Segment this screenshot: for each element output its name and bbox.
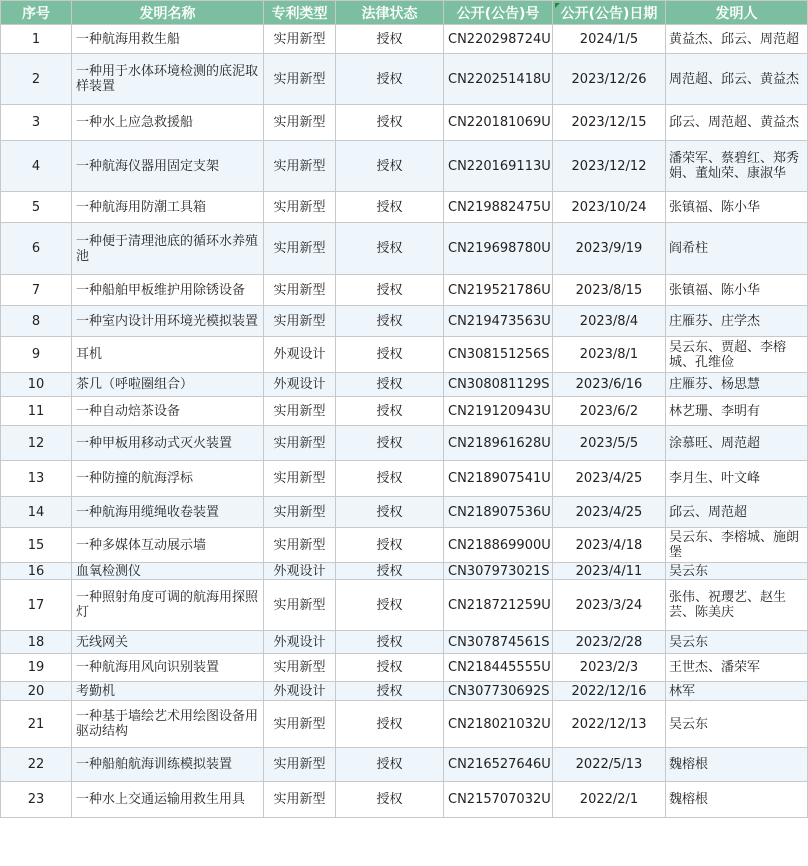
cell-type: 外观设计 <box>264 337 336 373</box>
cell-status: 授权 <box>336 497 444 528</box>
table-row <box>1 337 808 373</box>
cell-pub-no: CN219698780U <box>444 223 553 275</box>
cell-status: 授权 <box>336 426 444 461</box>
cell-status: 授权 <box>336 654 444 682</box>
cell-comment-marker-icon <box>555 3 560 8</box>
cell-no: 23 <box>1 782 72 818</box>
cell-type: 实用新型 <box>264 223 336 275</box>
cell-status: 授权 <box>336 682 444 701</box>
cell-inventors: 李月生、叶文峰 <box>666 461 808 497</box>
cell-pub-date: 2023/10/24 <box>553 192 666 223</box>
cell-inventors: 阎希柱 <box>666 223 808 275</box>
cell-no: 4 <box>1 141 72 192</box>
cell-status: 授权 <box>336 563 444 580</box>
table-row <box>1 497 808 528</box>
cell-type: 实用新型 <box>264 528 336 563</box>
table-row <box>1 701 808 748</box>
cell-status: 授权 <box>336 701 444 748</box>
cell-no: 19 <box>1 654 72 682</box>
table-body <box>1 25 808 818</box>
cell-status: 授权 <box>336 631 444 654</box>
cell-name: 一种甲板用移动式灭火装置 <box>72 426 264 461</box>
cell-name: 一种航海仪器用固定支架 <box>72 141 264 192</box>
cell-pub-no: CN219882475U <box>444 192 553 223</box>
table-row <box>1 748 808 782</box>
header-pub-date <box>553 1 666 25</box>
cell-pub-no: CN307973021S <box>444 563 553 580</box>
cell-status: 授权 <box>336 54 444 105</box>
cell-pub-no: CN215707032U <box>444 782 553 818</box>
table-row <box>1 223 808 275</box>
cell-name: 一种水上应急救援船 <box>72 105 264 141</box>
cell-inventors: 林艺珊、李明有 <box>666 397 808 426</box>
cell-no: 18 <box>1 631 72 654</box>
cell-type: 实用新型 <box>264 54 336 105</box>
cell-no: 12 <box>1 426 72 461</box>
cell-status: 授权 <box>336 25 444 54</box>
cell-status: 授权 <box>336 275 444 306</box>
cell-inventors: 潘荣军、蔡碧红、郑秀娟、董灿荣、康淑华 <box>666 141 808 192</box>
cell-name: 一种自动焙茶设备 <box>72 397 264 426</box>
cell-no: 5 <box>1 192 72 223</box>
header-no: 序号 <box>1 1 72 25</box>
cell-pub-date: 2023/9/19 <box>553 223 666 275</box>
cell-inventors: 庄雁芬、庄学杰 <box>666 306 808 337</box>
cell-pub-date: 2023/4/25 <box>553 497 666 528</box>
cell-pub-no: CN219473563U <box>444 306 553 337</box>
cell-type: 实用新型 <box>264 141 336 192</box>
cell-status: 授权 <box>336 580 444 631</box>
cell-no: 13 <box>1 461 72 497</box>
table-row <box>1 192 808 223</box>
cell-name: 一种用于水体环境检测的底泥取样装置 <box>72 54 264 105</box>
header-pub-date-label: 公开(公告)日期 <box>560 5 658 22</box>
cell-pub-no: CN308081129S <box>444 373 553 397</box>
cell-pub-date: 2023/12/12 <box>553 141 666 192</box>
cell-name: 一种防撞的航海浮标 <box>72 461 264 497</box>
header-row <box>1 1 808 25</box>
cell-name: 一种船舶航海训练模拟装置 <box>72 748 264 782</box>
cell-no: 21 <box>1 701 72 748</box>
cell-pub-no: CN216527646U <box>444 748 553 782</box>
cell-name: 一种航海用救生船 <box>72 25 264 54</box>
cell-inventors: 庄雁芬、杨思慧 <box>666 373 808 397</box>
cell-no: 22 <box>1 748 72 782</box>
cell-no: 16 <box>1 563 72 580</box>
cell-type: 实用新型 <box>264 497 336 528</box>
table-row <box>1 426 808 461</box>
cell-no: 8 <box>1 306 72 337</box>
cell-name: 一种航海用防潮工具箱 <box>72 192 264 223</box>
cell-status: 授权 <box>336 461 444 497</box>
cell-pub-date: 2024/1/5 <box>553 25 666 54</box>
cell-inventors: 魏榕根 <box>666 748 808 782</box>
cell-pub-date: 2022/5/13 <box>553 748 666 782</box>
cell-name: 一种基于墙绘艺术用绘图设备用驱动结构 <box>72 701 264 748</box>
header-status: 法律状态 <box>336 1 444 25</box>
cell-status: 授权 <box>336 397 444 426</box>
cell-name: 一种多媒体互动展示墙 <box>72 528 264 563</box>
cell-no: 2 <box>1 54 72 105</box>
cell-inventors: 张伟、祝璎艺、赵生芸、陈美庆 <box>666 580 808 631</box>
cell-name: 一种水上交通运输用救生用具 <box>72 782 264 818</box>
cell-name: 一种航海用缆绳收卷装置 <box>72 497 264 528</box>
cell-status: 授权 <box>336 748 444 782</box>
cell-name: 考勤机 <box>72 682 264 701</box>
cell-no: 6 <box>1 223 72 275</box>
cell-pub-date: 2023/8/15 <box>553 275 666 306</box>
cell-inventors: 张镇福、陈小华 <box>666 275 808 306</box>
cell-inventors: 吴云东、贾超、李榕城、孔维俭 <box>666 337 808 373</box>
table-row <box>1 782 808 818</box>
cell-status: 授权 <box>336 192 444 223</box>
cell-type: 实用新型 <box>264 397 336 426</box>
cell-pub-date: 2022/12/13 <box>553 701 666 748</box>
cell-pub-no: CN218021032U <box>444 701 553 748</box>
cell-name: 无线网关 <box>72 631 264 654</box>
cell-type: 实用新型 <box>264 275 336 306</box>
cell-inventors: 魏榕根 <box>666 782 808 818</box>
cell-no: 10 <box>1 373 72 397</box>
cell-name: 耳机 <box>72 337 264 373</box>
cell-pub-date: 2023/4/25 <box>553 461 666 497</box>
cell-pub-date: 2023/5/5 <box>553 426 666 461</box>
cell-no: 14 <box>1 497 72 528</box>
table-row <box>1 563 808 580</box>
cell-no: 9 <box>1 337 72 373</box>
cell-no: 20 <box>1 682 72 701</box>
table-row <box>1 373 808 397</box>
table-row <box>1 397 808 426</box>
cell-pub-no: CN308151256S <box>444 337 553 373</box>
cell-name: 一种便于清理池底的循环水养殖池 <box>72 223 264 275</box>
cell-pub-no: CN220298724U <box>444 25 553 54</box>
cell-type: 外观设计 <box>264 682 336 701</box>
cell-inventors: 张镇福、陈小华 <box>666 192 808 223</box>
cell-pub-no: CN218907541U <box>444 461 553 497</box>
cell-type: 实用新型 <box>264 748 336 782</box>
cell-pub-no: CN220251418U <box>444 54 553 105</box>
cell-pub-date: 2023/3/24 <box>553 580 666 631</box>
cell-pub-date: 2023/4/11 <box>553 563 666 580</box>
cell-no: 1 <box>1 25 72 54</box>
cell-type: 外观设计 <box>264 631 336 654</box>
cell-pub-date: 2023/8/4 <box>553 306 666 337</box>
header-name: 发明名称 <box>72 1 264 25</box>
cell-pub-no: CN218869900U <box>444 528 553 563</box>
table-row <box>1 654 808 682</box>
cell-pub-date: 2022/12/16 <box>553 682 666 701</box>
cell-pub-date: 2023/6/16 <box>553 373 666 397</box>
table-row <box>1 580 808 631</box>
cell-name: 血氧检测仪 <box>72 563 264 580</box>
cell-pub-no: CN220169113U <box>444 141 553 192</box>
cell-pub-date: 2023/4/18 <box>553 528 666 563</box>
cell-inventors: 吴云东 <box>666 631 808 654</box>
cell-type: 实用新型 <box>264 25 336 54</box>
cell-pub-date: 2022/2/1 <box>553 782 666 818</box>
cell-status: 授权 <box>336 528 444 563</box>
cell-pub-date: 2023/6/2 <box>553 397 666 426</box>
cell-name: 一种船舶甲板维护用除锈设备 <box>72 275 264 306</box>
cell-status: 授权 <box>336 105 444 141</box>
cell-type: 实用新型 <box>264 654 336 682</box>
cell-pub-no: CN218961628U <box>444 426 553 461</box>
cell-status: 授权 <box>336 223 444 275</box>
cell-inventors: 吴云东、李榕城、施朗堡 <box>666 528 808 563</box>
cell-status: 授权 <box>336 373 444 397</box>
cell-inventors: 林军 <box>666 682 808 701</box>
table-row <box>1 275 808 306</box>
table-row <box>1 528 808 563</box>
cell-pub-date: 2023/2/3 <box>553 654 666 682</box>
cell-name: 一种室内设计用环境光模拟装置 <box>72 306 264 337</box>
cell-pub-no: CN220181069U <box>444 105 553 141</box>
table-row <box>1 105 808 141</box>
cell-no: 7 <box>1 275 72 306</box>
cell-pub-no: CN219120943U <box>444 397 553 426</box>
cell-pub-no: CN307730692S <box>444 682 553 701</box>
cell-inventors: 黄益杰、邱云、周范超 <box>666 25 808 54</box>
cell-type: 实用新型 <box>264 580 336 631</box>
cell-pub-date: 2023/2/28 <box>553 631 666 654</box>
cell-type: 外观设计 <box>264 563 336 580</box>
cell-no: 3 <box>1 105 72 141</box>
cell-pub-no: CN219521786U <box>444 275 553 306</box>
cell-no: 17 <box>1 580 72 631</box>
header-pub-no: 公开(公告)号 <box>444 1 553 25</box>
cell-pub-date: 2023/8/1 <box>553 337 666 373</box>
cell-type: 实用新型 <box>264 782 336 818</box>
cell-no: 11 <box>1 397 72 426</box>
cell-pub-no: CN218445555U <box>444 654 553 682</box>
cell-inventors: 吴云东 <box>666 563 808 580</box>
cell-inventors: 涂慕旺、周范超 <box>666 426 808 461</box>
cell-type: 实用新型 <box>264 192 336 223</box>
cell-type: 实用新型 <box>264 461 336 497</box>
cell-status: 授权 <box>336 306 444 337</box>
cell-pub-date: 2023/12/15 <box>553 105 666 141</box>
header-inventors: 发明人 <box>666 1 808 25</box>
cell-pub-date: 2023/12/26 <box>553 54 666 105</box>
cell-type: 外观设计 <box>264 373 336 397</box>
table-row <box>1 141 808 192</box>
cell-pub-no: CN218907536U <box>444 497 553 528</box>
cell-type: 实用新型 <box>264 426 336 461</box>
table-row <box>1 631 808 654</box>
cell-name: 一种照射角度可调的航海用探照灯 <box>72 580 264 631</box>
cell-no: 15 <box>1 528 72 563</box>
cell-inventors: 周范超、邱云、黄益杰 <box>666 54 808 105</box>
header-type: 专利类型 <box>264 1 336 25</box>
table-row <box>1 461 808 497</box>
cell-pub-no: CN218721259U <box>444 580 553 631</box>
cell-inventors: 邱云、周范超、黄益杰 <box>666 105 808 141</box>
table-row <box>1 54 808 105</box>
cell-status: 授权 <box>336 337 444 373</box>
cell-status: 授权 <box>336 141 444 192</box>
cell-type: 实用新型 <box>264 306 336 337</box>
cell-inventors: 吴云东 <box>666 701 808 748</box>
cell-name: 茶几（呼啦圈组合） <box>72 373 264 397</box>
cell-type: 实用新型 <box>264 105 336 141</box>
cell-name: 一种航海用风向识别装置 <box>72 654 264 682</box>
cell-pub-no: CN307874561S <box>444 631 553 654</box>
table-row <box>1 682 808 701</box>
cell-inventors: 邱云、周范超 <box>666 497 808 528</box>
cell-status: 授权 <box>336 782 444 818</box>
cell-inventors: 王世杰、潘荣军 <box>666 654 808 682</box>
table-row <box>1 25 808 54</box>
cell-type: 实用新型 <box>264 701 336 748</box>
table-row <box>1 306 808 337</box>
